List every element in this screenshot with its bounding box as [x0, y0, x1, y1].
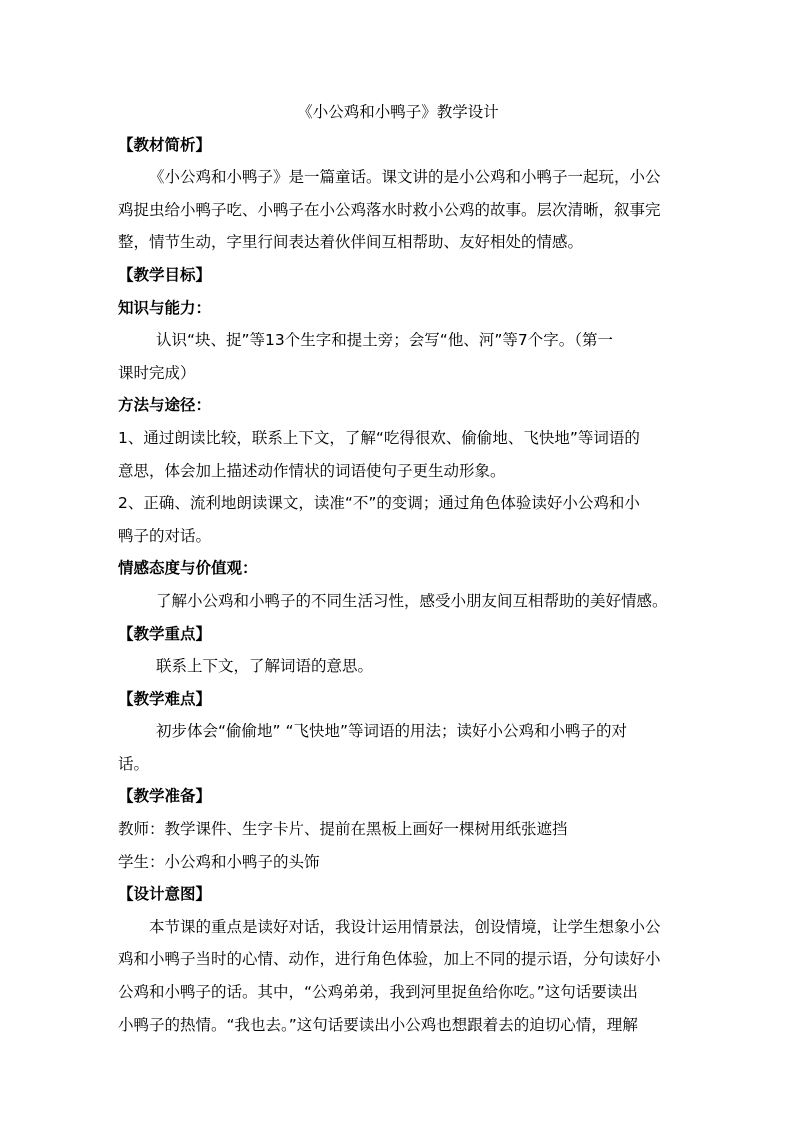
paragraph-line: 公鸡和小鸭子的话。其中，“公鸡弟弟，我到河里捉鱼给你吃。”这句话要读出: [118, 983, 638, 1002]
paragraph-line: 鸡捉虫给小鸭子吃、小鸭子在小公鸡落水时救小公鸡的故事。层次清晰，叙事完: [118, 200, 661, 219]
paragraph-line: 认识“块、捉”等13个生字和提土旁；会写“他、河”等7个字。（第一: [156, 331, 613, 350]
paragraph-line: 话。: [118, 754, 150, 773]
paragraph-line: 课时完成）: [118, 363, 196, 382]
subheading-method: 方法与途径：: [118, 396, 212, 415]
paragraph-line: 《小公鸡和小鸭子》是一篇童话。课文讲的是小公鸡和小鸭子一起玩，小公: [149, 168, 661, 187]
paragraph-line: 整，情节生动，字里行间表达着伙伴间互相帮助、友好相处的情感。: [118, 233, 584, 252]
paragraph-line: 学生：小公鸡和小鸭子的头饰: [118, 852, 320, 871]
subheading-emotion: 情感态度与价值观：: [118, 559, 258, 578]
paragraph-line: 初步体会“偷偷地” “飞快地”等词语的用法；读好小公鸡和小鸭子的对: [156, 722, 628, 741]
section-heading-key-points: 【教学重点】: [118, 624, 212, 643]
section-heading-design-intent: 【设计意图】: [118, 885, 212, 904]
paragraph-line: 了解小公鸡和小鸭子的不同生活习性，感受小朋友间互相帮助的美好情感。: [156, 591, 668, 610]
subheading-knowledge: 知识与能力：: [118, 298, 212, 317]
paragraph-line: 小鸭子的热情。“我也去。”这句话要读出小公鸡也想跟着去的迫切心情，理解: [118, 1015, 638, 1034]
paragraph-line: 意思，体会加上描述动作情状的词语使句子更生动形象。: [118, 461, 506, 480]
section-heading-textbook-analysis: 【教材简析】: [118, 135, 212, 154]
section-heading-teaching-goals: 【教学目标】: [118, 265, 212, 284]
paragraph-line: 联系上下文，了解词语的意思。: [156, 657, 374, 676]
paragraph-line: 鸡和小鸭子当时的心情、动作，进行角色体验，加上不同的提示语，分句读好小: [118, 950, 661, 969]
paragraph-line: 1、通过朗读比较，联系上下文，了解“吃得很欢、偷偷地、飞快地”等词语的: [118, 428, 640, 447]
section-heading-difficulties: 【教学难点】: [118, 689, 212, 708]
paragraph-line: 本节课的重点是读好对话，我设计运用情景法，创设情境，让学生想象小公: [149, 917, 661, 936]
paragraph-line: 2、正确、流利地朗读课文，读准“不”的变调；通过角色体验读好小公鸡和小: [118, 494, 640, 513]
document-title: 《小公鸡和小鸭子》教学设计: [297, 103, 499, 121]
paragraph-line: 鸭子的对话。: [118, 526, 212, 545]
paragraph-line: 教师：教学课件、生字卡片、提前在黑板上画好一棵树用纸张遮挡: [118, 820, 568, 839]
document-page: [118, 96, 678, 1041]
section-heading-preparation: 【教学准备】: [118, 787, 212, 806]
